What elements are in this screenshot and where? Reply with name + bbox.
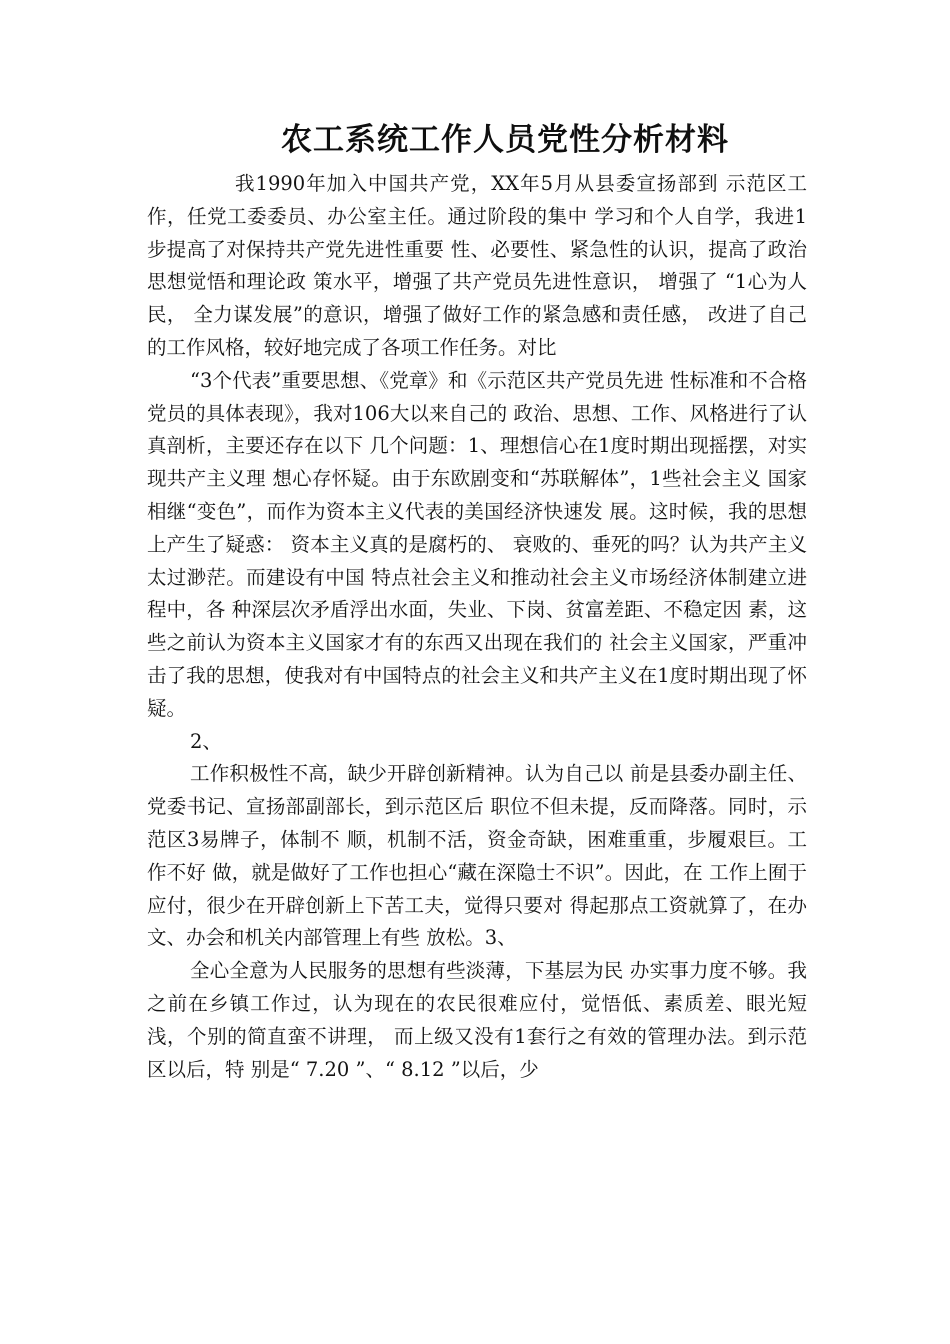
paragraph-2: “3个代表”重要思想、《党章》和《示范区共产党员先进 性标准和不合格党员的具体表现》，我对106大以来自己的 政治、思想、工作、风格进行了认真剖析，主要还存在以下 几个问题：1、理想信心在1度时期出现摇摆，对实现共产主义理 想心存怀疑。由于东欧剧变和“苏联解体”，1些社会主义 国家相继“变色”，而作为资本主义代表的美国经济快速发 展。这时候，我的思想上产生了疑惑： 资本主义真的是腐朽的、 衰败的、垂死的吗？认为共产主义太过渺茫。而建设有中国 特点社会主义和推动社会主义市场经济体制建立进程中，各 种深层次矛盾浮出水面，失业、下岗、贫富差距、不稳定因 素，这些之前认为资本主义国家才有的东西又出现在我们的 社会主义国家，严重冲击了我的思想，使我对有中国特点的社会主义和共产主义在1度时期出现了怀疑。 bbox=[147, 368, 807, 720]
paragraph-3: 2、 bbox=[190, 729, 222, 753]
paragraph-5: 全心全意为人民服务的思想有些淡薄，下基层为民 办实事力度不够。我之前在乡镇工作过，认为现在的农民很难应付，觉悟低、素质差、眼光短浅，个别的简直蛮不讲理， 而上级又没有1套行之有效的管理办法。到示范区以后，特 别是“ 7.20 ”、“ 8.12 ”以后，少 bbox=[147, 959, 807, 1081]
document-body bbox=[147, 168, 807, 1086]
paragraph-4: 工作积极性不高，缺少开辟创新精神。认为自己以 前是县委办副主任、党委书记、宣扬部副部长，到示范区后 职位不但未提，反而降落。同时，示范区3易牌子，体制不 顺，机制不活，资金奇缺，困难重重，步履艰巨。工作不好 做，就是做好了工作也担心“藏在深隐士不识”。因此，在 工作上囿于应付，很少在开辟创新上下苦工夫，觉得只要对 得起那点工资就算了，在办文、办会和机关内部管理上有些 放松。3、 bbox=[147, 762, 807, 950]
document-title: 农工系统工作人员党性分析材料 bbox=[281, 122, 729, 158]
paragraph-1: 我1990年加入中国共产党，XX年5月从县委宣扬部到 示范区工作，任党工委委员、办公室主任。通过阶段的集中 学习和个人自学，我进1步提高了对保持共产党先进性重要 性、必要性、紧急性的认识，提高了政治思想觉悟和理论政 策水平，增强了共产党员先进性意识， 增强了 “1心为人民， 全力谋发展”的意识，增强了做好工作的紧急感和责任感， 改进了自己的工作风格，较好地完成了各项工作任务。对比 bbox=[147, 172, 807, 359]
